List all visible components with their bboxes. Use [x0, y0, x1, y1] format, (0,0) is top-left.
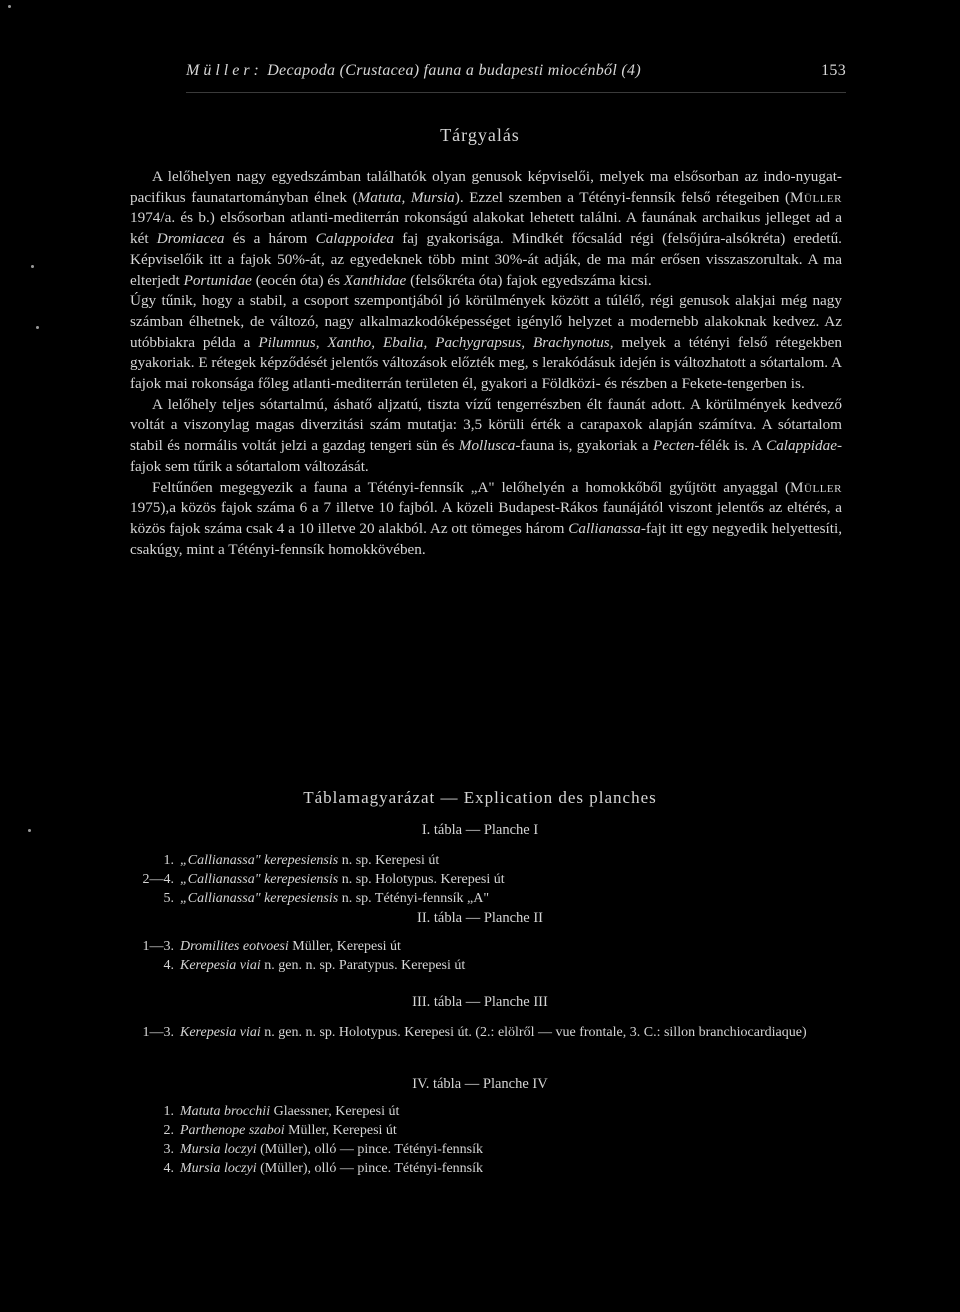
page-number: 153 — [821, 62, 846, 79]
plate-figure-list — [118, 937, 858, 975]
taxon-name: Matuta, Mursia — [357, 188, 455, 206]
text-run: ). Ezzel szemben a Tétényi-fennsík felső rétegeiben ( — [454, 188, 791, 206]
caption-text: n. gen. n. sp. Holotypus. Kerepesi út. (2.: elölről — vue frontale, 3. C.: sillon branchiocardiaque) — [260, 1025, 807, 1040]
plates-heading: Táblamagyarázat — Explication des planches — [303, 788, 657, 807]
caption-text: (Müller), olló — pince. Tétényi-fennsík — [256, 1161, 484, 1176]
figure-number: 5. — [163, 891, 174, 906]
taxon-name: Dromilites eotvoesi — [180, 939, 289, 954]
scan-speck — [28, 829, 31, 832]
figure-caption-text — [180, 1159, 858, 1178]
paragraph-4 — [130, 478, 842, 561]
figure-caption — [118, 851, 858, 870]
author-citation: Müller — [790, 188, 842, 206]
taxon-name: Parthenope szaboi — [180, 1123, 285, 1138]
text-run: és a három — [224, 230, 316, 248]
taxon-name: Calappoidea — [315, 230, 395, 248]
taxon-name: „Callianassa" kerepesiensis — [180, 853, 339, 868]
paragraph-2 — [130, 291, 842, 395]
figure-number: 1—3. — [142, 1025, 174, 1040]
taxon-name: Callianassa — [568, 519, 641, 537]
figure-caption-text — [180, 889, 858, 908]
plate-figure-list — [118, 1102, 858, 1178]
header-author: Müller: — [186, 62, 263, 79]
caption-text: (Müller), olló — pince. Tétényi-fennsík — [256, 1142, 484, 1157]
figure-number: 2—4. — [142, 872, 174, 887]
author-citation: Müller — [790, 478, 842, 496]
figure-caption — [118, 1140, 858, 1159]
figure-caption-text — [180, 937, 858, 956]
figure-number: 3. — [163, 1142, 174, 1157]
caption-text: n. sp. Tétényi-fennsík „A" — [338, 891, 490, 906]
header-rule — [186, 92, 846, 93]
figure-caption — [118, 1023, 858, 1042]
figure-caption-text — [180, 1102, 858, 1121]
figure-caption — [118, 870, 858, 889]
text-run: -fajok sem tűrik a sótartalom változását. — [130, 437, 843, 475]
taxon-name: Pilumnus, Xantho, Ebalia, Pachygrapsus, Brachynotus, — [258, 333, 614, 351]
text-run: 1975),a közös fajok száma 6 a 7 illetve 10 fajból. A közeli Budapest-Rákos faunájától viszont jelentős az eltérés, a közös fajok száma csak 4 a 10 illetve 20 alakból. Az ott tömeges három — [130, 499, 842, 537]
figure-caption-text — [180, 1121, 858, 1140]
figure-number: 2. — [163, 1123, 174, 1138]
text-run: -félék is. A — [694, 437, 767, 455]
scan-speck — [8, 5, 11, 8]
plate-figure-list — [118, 851, 858, 908]
paragraph-1 — [130, 167, 842, 291]
taxon-name: Calappidae — [766, 437, 837, 455]
plate-title: IV. tábla — Planche IV — [412, 1076, 548, 1092]
taxon-name: Matuta brocchii — [180, 1104, 271, 1119]
text-run: -fauna is, gyakoriak a — [515, 437, 653, 455]
plate-title: III. tábla — Planche III — [412, 994, 548, 1010]
text-run: A lelőhely teljes sótartalmú, áshatő aljzatú, tiszta vízű tengerrészben élt faunát adott. A körülmények kedvező voltát a viszonylag magas diverzitási szám mutatja: 3,5 körüli érték a carapaxok alapján számítva. A sótartalom stabil és normális voltát jelzi a gazdag tengeri sün és — [130, 395, 842, 455]
caption-text: Müller, Kerepesi út — [288, 939, 401, 954]
figure-caption — [118, 1159, 858, 1178]
figure-caption-text — [180, 1140, 858, 1159]
taxon-name: „Callianassa" kerepesiensis — [180, 872, 339, 887]
text-run: Feltűnően megegyezik a fauna a Tétényi-fennsík „A" lelőhelyén a homokkőből gyűjtött anyaggal ( — [152, 478, 791, 496]
figure-caption — [118, 1121, 858, 1140]
figure-caption — [118, 1102, 858, 1121]
taxon-name: Dromiacea — [156, 230, 225, 248]
figure-caption-text — [180, 870, 858, 889]
paragraph-3 — [130, 395, 842, 478]
taxon-name: Kerepesia viai — [180, 1025, 261, 1040]
plate-figure-list — [118, 1023, 858, 1042]
figure-number: 1—3. — [142, 939, 174, 954]
plate-title: I. tábla — Planche I — [421, 822, 539, 838]
taxon-name: Mollusca — [458, 437, 516, 455]
figure-caption-text — [180, 956, 858, 975]
figure-number: 1. — [163, 1104, 174, 1119]
text-run: A lelőhelyen nagy egyedszámban találhatók olyan genusok képviselői, melyek ma elsősorban az indo-nyugat-pacifikus faunatartományban élnek ( — [130, 168, 842, 206]
taxon-name: Pecten — [653, 437, 695, 455]
caption-text: n. sp. Kerepesi út — [338, 853, 440, 868]
caption-text: n. gen. n. sp. Paratypus. Kerepesi út — [260, 958, 466, 973]
taxon-name: Xanthidae — [343, 271, 407, 289]
text-run: 1974/a. és b.) elsősorban atlanti-mediterrán rokonságú alakokat lehetett találni. A faunának archaikus jelleget ad a két — [130, 209, 842, 248]
text-run: (felsőkréta óta) fajok egyedszáma kicsi. — [406, 271, 652, 289]
figure-caption — [118, 956, 858, 975]
taxon-name: Mursia loczyi — [180, 1142, 257, 1157]
scan-speck — [36, 326, 39, 329]
text-run: melyek a tétényi felső rétegekben gyakoriak. E rétegek képződését jelentős változások előzték meg, s lerakódásuk idején is változhatott a sótartalom. A fajok mai rokonsága főleg atlanti-mediterrán területen él, gyakori a Földközi- és részben a Fekete-tengerben is. — [130, 333, 842, 393]
text-run: (eocén óta) és — [251, 271, 344, 289]
text-run: faj gyakorisága. Mindkét főcsalád régi (felsőjúra-alsókréta) eredetű. Képviselőik itt a fajok 50%-át, az egyedeknek több mint 30%-át adják, de ma már erősen visszaszorultak. A ma elterjedt — [130, 230, 842, 289]
text-run: Úgy tűnik, hogy a stabil, a csoport szempontjából jó körülmények között a túlélő, régi genusok alakjai még nagy számban élhetnek, de változó, nagy alkalmazkodóképességet igénylő helyzet a modernebb alakoknak kedvez. Az utóbbiakra példa a — [130, 292, 842, 351]
running-header — [186, 62, 846, 80]
taxon-name: Kerepesia viai — [180, 958, 261, 973]
plate-title: II. tábla — Planche II — [416, 910, 544, 926]
taxon-name: „Callianassa" kerepesiensis — [180, 891, 339, 906]
caption-text: Glaessner, Kerepesi út — [270, 1104, 400, 1119]
caption-text: n. sp. Holotypus. Kerepesi út — [338, 872, 505, 887]
body-text — [130, 167, 842, 560]
text-run: -fajt itt egy negyedik helyettesíti, csakúgy, mint a Tétényi-fennsík homokkövében. — [130, 519, 842, 558]
taxon-name: Portunidae — [183, 271, 252, 289]
figure-number: 4. — [163, 1161, 174, 1176]
scan-speck — [31, 265, 34, 268]
figure-caption — [118, 937, 858, 956]
taxon-name: Mursia loczyi — [180, 1161, 257, 1176]
header-title: Decapoda (Crustacea) fauna a budapesti miocénből (4) — [267, 62, 641, 79]
figure-caption — [118, 889, 858, 908]
figure-number: 1. — [163, 853, 174, 868]
section-title: Tárgyalás — [440, 125, 520, 145]
figure-caption-text — [180, 1023, 858, 1042]
caption-text: Müller, Kerepesi út — [284, 1123, 397, 1138]
figure-caption-text — [180, 851, 858, 870]
figure-number: 4. — [163, 958, 174, 973]
